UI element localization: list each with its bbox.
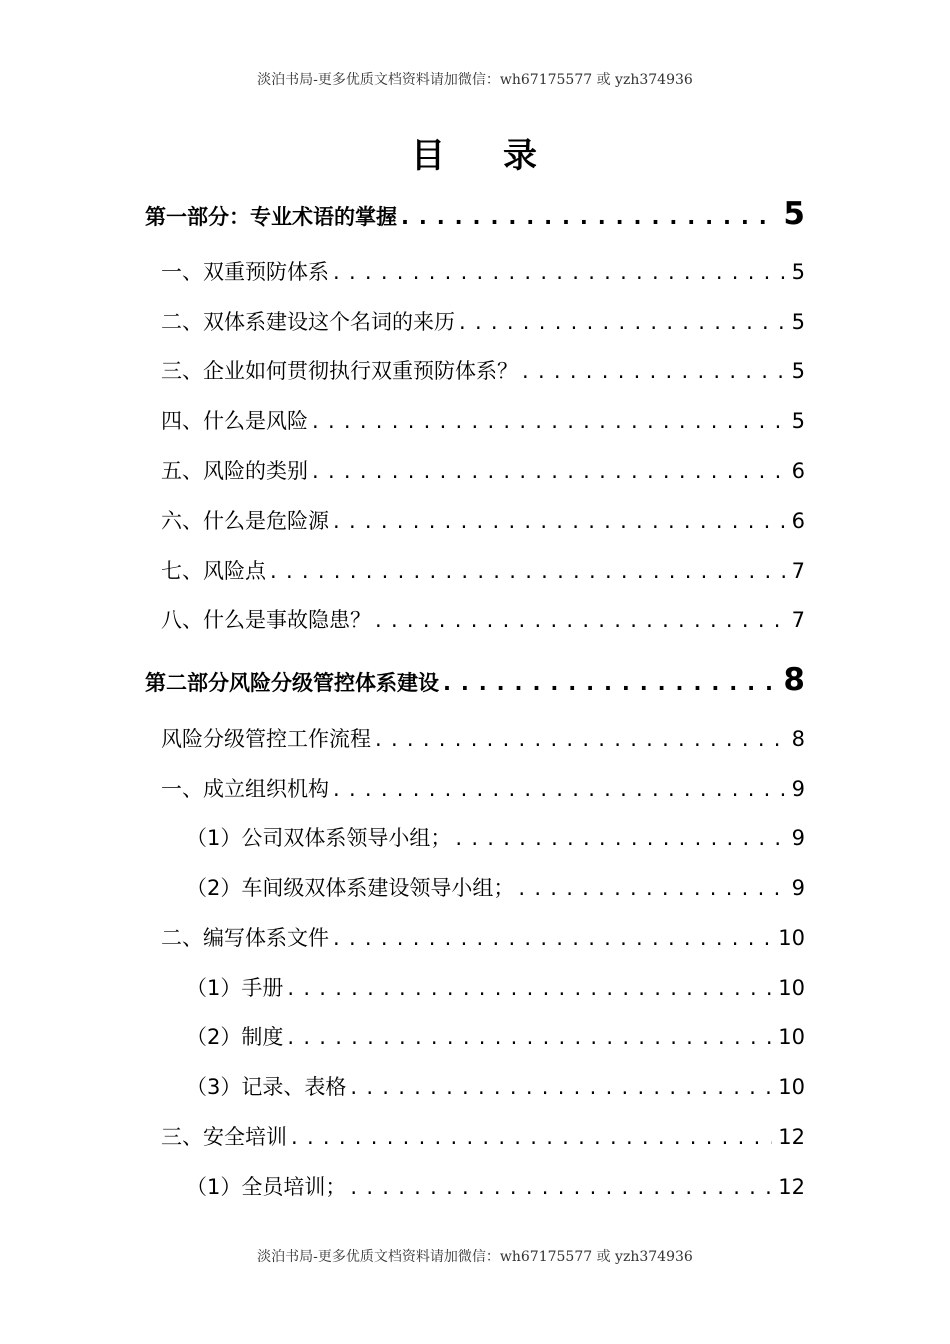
toc-entry-page: 6 (791, 459, 805, 483)
toc-entry[interactable] (0, 1171, 805, 1201)
toc-leader-dots (291, 1125, 772, 1149)
toc-entry-page: 5 (791, 260, 805, 284)
toc-leader-dots (270, 559, 786, 583)
toc-entry-page: 6 (791, 509, 805, 533)
title-char-right: 录 (503, 136, 539, 176)
toc-leader-dots (459, 310, 786, 334)
toc-leader-dots (350, 1175, 772, 1199)
toc-entry-page: 5 (791, 310, 805, 334)
toc-entry[interactable] (0, 306, 805, 336)
toc-leader-dots (518, 876, 785, 900)
toc-entry[interactable] (0, 662, 805, 698)
toc-entry-label: 三、安全培训 (161, 1125, 287, 1149)
toc-entry-label: （1）全员培训； (186, 1175, 347, 1199)
toc-entry[interactable] (0, 822, 805, 852)
toc-entry-label: 一、双重预防体系 (161, 260, 329, 284)
toc-leader-dots (375, 608, 786, 632)
toc-entry-label: 六、什么是危险源 (161, 509, 329, 533)
toc-leader-dots (333, 509, 786, 533)
toc-entry[interactable] (0, 405, 805, 435)
toc-entry-label: 二、编写体系文件 (161, 926, 329, 950)
toc-leader-dots (443, 671, 777, 695)
toc-entry-label: 三、企业如何贯彻执行双重预防体系？ (161, 359, 518, 383)
toc-entry-page: 10 (778, 976, 805, 1000)
toc-entry-page: 9 (791, 826, 805, 850)
toc-entry-page: 12 (778, 1175, 805, 1199)
toc-entry[interactable] (0, 505, 805, 535)
page-title (0, 128, 950, 177)
title-char-left: 目 (411, 136, 447, 176)
toc-entry-label: （2）车间级双体系建设领导小组； (186, 876, 515, 900)
toc-leader-dots (455, 826, 785, 850)
toc-entry-label: 七、风险点 (161, 559, 266, 583)
toc-leader-dots (350, 1075, 772, 1099)
toc-entry-label: 一、成立组织机构 (161, 777, 329, 801)
toc-leader-dots (333, 260, 786, 284)
toc-entry-label: 八、什么是事故隐患？ (161, 608, 371, 632)
toc-entry-page: 7 (791, 559, 805, 583)
toc-entry[interactable] (0, 455, 805, 485)
toc-entry[interactable] (0, 1121, 805, 1151)
toc-entry[interactable] (0, 604, 805, 634)
page-footer: 淡泊书局-更多优质文档资料请加微信：wh67175577 或 yzh374936 (257, 1249, 693, 1265)
toc-entry-label: 第一部分：专业术语的掌握 (145, 205, 397, 229)
toc-entry[interactable] (0, 773, 805, 803)
toc-leader-dots (333, 777, 786, 801)
toc-leader-dots (287, 976, 772, 1000)
toc-entry-label: 五、风险的类别 (161, 459, 308, 483)
toc-entry-label: 第二部分风险分级管控体系建设 (145, 671, 439, 695)
toc-entry[interactable] (0, 872, 805, 902)
toc-entry-label: （1）公司双体系领导小组； (186, 826, 452, 850)
toc-entry-page: 10 (778, 926, 805, 950)
toc-entry-page: 8 (791, 727, 805, 751)
toc-entry[interactable] (0, 922, 805, 952)
toc-entry-label: 二、双体系建设这个名词的来历 (161, 310, 455, 334)
toc-entry-page: 9 (791, 876, 805, 900)
toc-entry[interactable] (0, 1071, 805, 1101)
toc-entry-page: 7 (791, 608, 805, 632)
toc-entry-page: 9 (791, 777, 805, 801)
page-header: 淡泊书局-更多优质文档资料请加微信：wh67175577 或 yzh374936 (257, 72, 693, 88)
toc-entry-page: 8 (783, 662, 805, 698)
toc-entry-page: 5 (791, 409, 805, 433)
toc-leader-dots (375, 727, 786, 751)
toc-leader-dots (522, 359, 786, 383)
toc-entry-label: （2）制度 (186, 1025, 284, 1049)
toc-entry[interactable] (0, 723, 805, 753)
toc-leader-dots (287, 1025, 772, 1049)
toc-entry-label: 风险分级管控工作流程 (161, 727, 371, 751)
toc-leader-dots (401, 205, 777, 229)
toc-entry-page: 10 (778, 1075, 805, 1099)
toc-entry-page: 5 (791, 359, 805, 383)
toc-leader-dots (312, 459, 786, 483)
toc-entry-page: 5 (783, 196, 805, 232)
toc-entry[interactable] (0, 555, 805, 585)
toc-entry-label: 四、什么是风险 (161, 409, 308, 433)
toc-entry[interactable] (0, 256, 805, 286)
toc-entry[interactable] (0, 972, 805, 1002)
toc-entry[interactable] (0, 196, 805, 232)
toc-entry-page: 10 (778, 1025, 805, 1049)
toc-entry-page: 12 (778, 1125, 805, 1149)
toc-leader-dots (333, 926, 772, 950)
toc-entry[interactable] (0, 1021, 805, 1051)
toc-entry-label: （1）手册 (186, 976, 284, 1000)
toc-leader-dots (312, 409, 786, 433)
toc-entry[interactable] (0, 355, 805, 385)
toc-entry-label: （3）记录、表格 (186, 1075, 347, 1099)
